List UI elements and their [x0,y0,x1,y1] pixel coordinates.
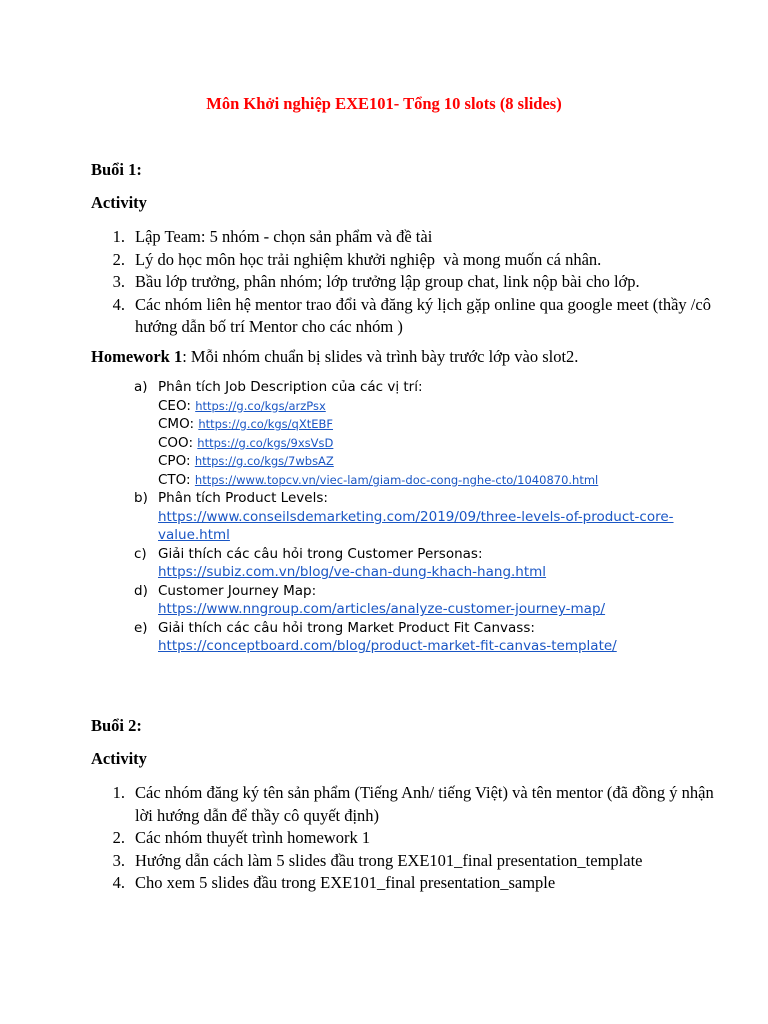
list-number: 2. [112,249,125,269]
session-1-heading: Buổi 1: [91,160,142,179]
list-text: Phân tích Job Description của các vị trí: [158,379,423,395]
list-letter: d) [134,582,148,599]
role-cto [134,471,734,490]
list-text: Lý do học môn học trải nghiệm khưởi nghiệp và mong muốn cá nhân. [135,249,602,269]
product-levels-link[interactable]: https://www.conseilsdemarketing.com/2019/09/three-levels-of-product-core-value.html [158,508,674,543]
document-title: Môn Khởi nghiệp EXE101- Tổng 10 slots (8 slides) [206,94,562,113]
list-text: Customer Journey Map: [158,582,317,599]
list-text: Giải thích các câu hỏi trong Customer Personas: [158,545,483,562]
list-letter: c) [134,545,147,562]
role-cmo [134,415,734,434]
market-fit-canvas-link[interactable]: https://conceptboard.com/blog/product-market-fit-canvas-template/ [158,638,617,654]
role-ceo [134,397,734,416]
homework-item-d [134,582,734,601]
role-label: CEO: [158,397,191,414]
role-cpo [134,452,734,471]
session-2-activity-heading: Activity [91,749,147,768]
list-text: Các nhóm đăng ký tên sản phẩm (Tiếng Anh/ tiếng Việt) và tên mentor (đã đồng ý nhận lời hướng dẫn để thầy cô quyết định) [135,783,714,825]
cmo-link[interactable]: https://g.co/kgs/qXtEBF [198,417,334,431]
session-2-heading: Buổi 2: [91,716,142,735]
list-number: 3. [112,850,125,870]
list-number: 3. [112,272,125,291]
role-coo [134,434,734,453]
list-item [91,782,731,827]
list-letter: b) [134,490,148,506]
role-label: COO: [158,434,193,451]
list-text: Bầu lớp trưởng, phân nhóm; lớp trưởng lập group chat, link nộp bài cho lớp. [135,272,640,291]
list-item [91,226,731,249]
session-2-activity-list [91,782,731,895]
list-letter: e) [134,619,148,636]
homework-line [91,347,578,367]
cto-link[interactable]: https://www.topcv.vn/viec-lam/giam-doc-cong-nghe-cto/1040870.html [194,472,599,487]
ceo-link[interactable]: https://g.co/kgs/arzPsx [195,398,326,413]
homework-item-a [134,378,734,397]
list-item [91,249,731,272]
list-text: Cho xem 5 slides đầu trong EXE101_final presentation_sample [135,873,556,892]
list-item [91,850,731,873]
customer-journey-link[interactable]: https://www.nngroup.com/articles/analyze-customer-journey-map/ [158,601,606,617]
homework-text: : Mỗi nhóm chuẩn bị slides và trình bày trước lớp vào slot2. [182,347,579,366]
list-number: 1. [112,783,125,802]
list-number: 1. [112,227,125,246]
homework-item-e [134,619,734,638]
list-number: 4. [112,873,125,892]
list-item [91,271,731,294]
cpo-link[interactable]: https://g.co/kgs/7wbsAZ [194,454,334,468]
homework-item-c [134,545,734,564]
list-number: 4. [112,294,125,314]
list-text: Giải thích các câu hỏi trong Market Product Fit Canvass: [158,619,535,636]
list-text: Phân tích Product Levels: [158,490,328,506]
list-number: 2. [112,828,125,847]
homework-list [134,378,734,656]
list-item [91,294,731,339]
list-item [91,872,731,895]
role-label: CTO: [158,471,191,488]
list-text: Hướng dẫn cách làm 5 slides đầu trong EXE101_final presentation_template [135,850,643,870]
list-item [91,827,731,850]
list-letter: a) [134,379,148,395]
list-text: Lập Team: 5 nhóm - chọn sản phẩm và đề tài [135,227,433,246]
session-1-activity-list [91,226,731,339]
customer-personas-link[interactable]: https://subiz.com.vn/blog/ve-chan-dung-khach-hang.html [158,564,547,580]
role-label: CPO: [158,453,191,469]
list-text: Các nhóm thuyết trình homework 1 [135,828,371,847]
homework-item-b [134,489,734,508]
list-text: Các nhóm liên hệ mentor trao đổi và đăng ký lịch gặp online qua google meet (thầy /cô hướng dẫn bố trí Mentor cho các nhóm ) [135,294,711,336]
role-label: CMO: [158,416,195,432]
coo-link[interactable]: https://g.co/kgs/9xsVsD [197,435,334,450]
homework-label: Homework 1 [91,347,183,366]
session-1-activity-heading: Activity [91,193,147,212]
